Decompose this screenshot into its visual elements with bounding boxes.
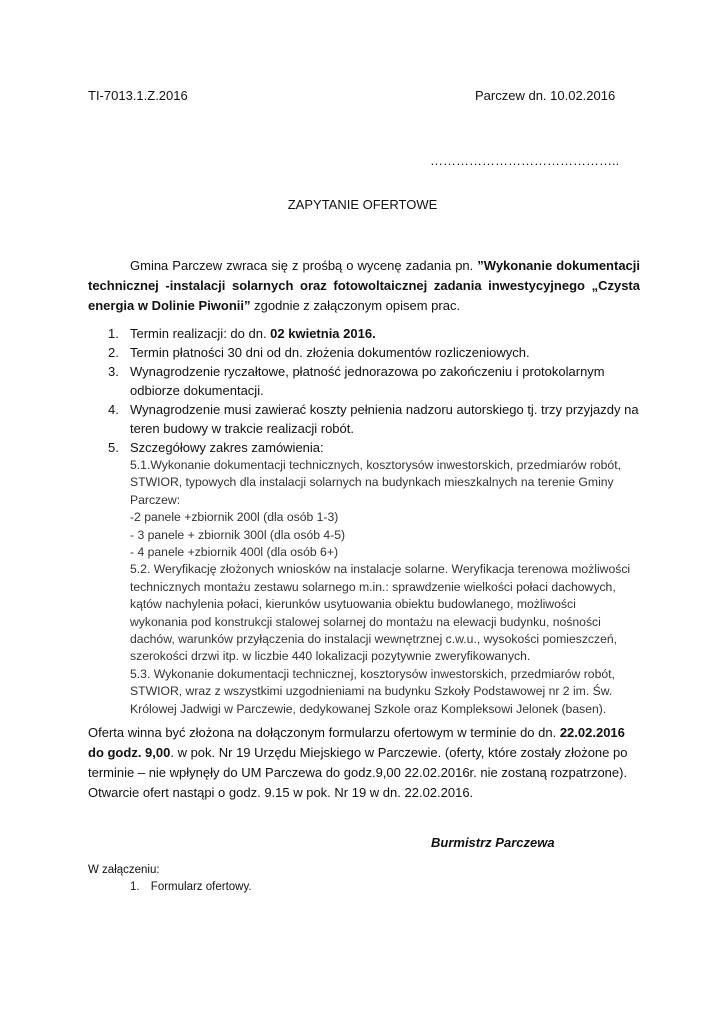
list-item-number: 3. <box>108 364 119 379</box>
attachment-item <box>130 879 252 896</box>
signature: Burmistrz Parczewa <box>431 835 555 850</box>
place-date: Parczew dn. 10.02.2016 <box>475 88 616 103</box>
attachments-label: W załączeniu: <box>88 864 160 876</box>
list-item-text: Termin płatności 30 dni od dn. złożenia dokumentów rozliczeniowych. <box>130 345 530 360</box>
dotted-line: …………………………………….. <box>430 153 620 168</box>
list-item-text: Wynagrodzenie ryczałtowe, płatność jednorazowa po zakończeniu i protokolarnym odbiorze dokumentacji. <box>130 364 605 398</box>
list-item-text: Wynagrodzenie musi zawierać koszty pełnienia nadzoru autorskiego tj. trzy przyjazdy na teren budowy w trakcie realizacji robót. <box>130 402 639 436</box>
attachment-number: 1. <box>130 881 140 893</box>
list-item-text: Szczegółowy zakres zamówienia: <box>130 440 324 455</box>
offer-deadline: 22.02.2016 do godz. 9,00 <box>88 725 625 760</box>
offer-paragraph <box>88 723 638 803</box>
list-item-number: 5. <box>108 440 119 455</box>
list-item-text: Termin realizacji: do dn. 02 kwietnia 2016. <box>130 326 376 341</box>
scope-5-1: 5.1.Wykonanie dokumentacji technicznych, kosztorysów inwestorskich, przedmiarów robót, STWIOR, typowych dla instalacji solarnych na budynkach mieszkalnych na terenie Gminy Parczew: <box>130 458 621 507</box>
task-name: ”Wykonanie dokumentacji technicznej -instalacji solarnych oraz fotowoltaicznej zadania inwestycyjnego „Czysta energia w Dolinie Piwonii” <box>88 258 641 313</box>
intro-text-end: zgodnie z załączonym opisem prac. <box>250 298 461 313</box>
list-item-number: 2. <box>108 345 119 360</box>
scope-5-1-option: - 3 panele + zbiornik 300l (dla osób 4-5) <box>130 527 346 542</box>
offer-text-end: . w pok. Nr 19 Urzędu Miejskiego w Parczewie. (oferty, które zostały złożone po terminie – nie wpłynęły do UM Parczewa do godz.9,00 22.02.2016r. nie zostaną rozpatrzone). Otwarcie ofert nastąpi o godz. 9.15 w pok. Nr 19 w dn. 22.02.2016. <box>88 745 628 800</box>
scope-5-1-option: - 4 panele +zbiornik 400l (dla osób 6+) <box>130 545 338 560</box>
scope-5-3: 5.3. Wykonanie dokumentacji technicznej, kosztorysów inwestorskich, przedmiarów robót, STWIOR, wraz z wszystkimi uzgodnieniami na budynku Szkoły Podstawowej nr 2 im. Św. Królowej Jadwigi w Parczewie, dedykowanej Szkole oraz Kompleksowi Jelonek (basen). <box>130 666 615 716</box>
scope-5-2: 5.2. Weryfikację złożonych wniosków na instalacje solarne. Weryfikacja terenowa możliwości technicznych montażu zestawu solarnego m.in.: sprawdzenie wielkości połaci dachowych, kątów nachylenia połaci, kierunków usytuowania obiektu budowlanego, możliwości wykonania pod konstrukcji stalowej solarnej do montażu na elewacji budynku, nośności dachów, warunków przyłączenia do instalacji wewnętrznej c.w.u., wysokości pomieszczeń, szerokości drzwi itp. w liczbie 440 lokalizacji pozytywnie zweryfikowanych. <box>130 562 631 664</box>
intro-paragraph <box>88 256 640 316</box>
reference-number: TI-7013.1.Z.2016 <box>88 88 188 103</box>
offer-text: Oferta winna być złożona na dołączonym formularzu ofertowym w terminie do dn. <box>88 725 560 740</box>
document-title: ZAPYTANIE OFERTOWE <box>287 197 438 212</box>
scope-5-1-option: -2 panele +zbiornik 200l (dla osób 1-3) <box>130 510 339 525</box>
attachment-text: Formularz ofertowy. <box>150 881 252 893</box>
list-item-number: 1. <box>108 326 119 341</box>
list-item-number: 4. <box>108 402 119 417</box>
intro-text: Gmina Parczew zwraca się z prośbą o wycenę zadania pn. <box>130 258 478 273</box>
scope-details <box>130 457 635 718</box>
